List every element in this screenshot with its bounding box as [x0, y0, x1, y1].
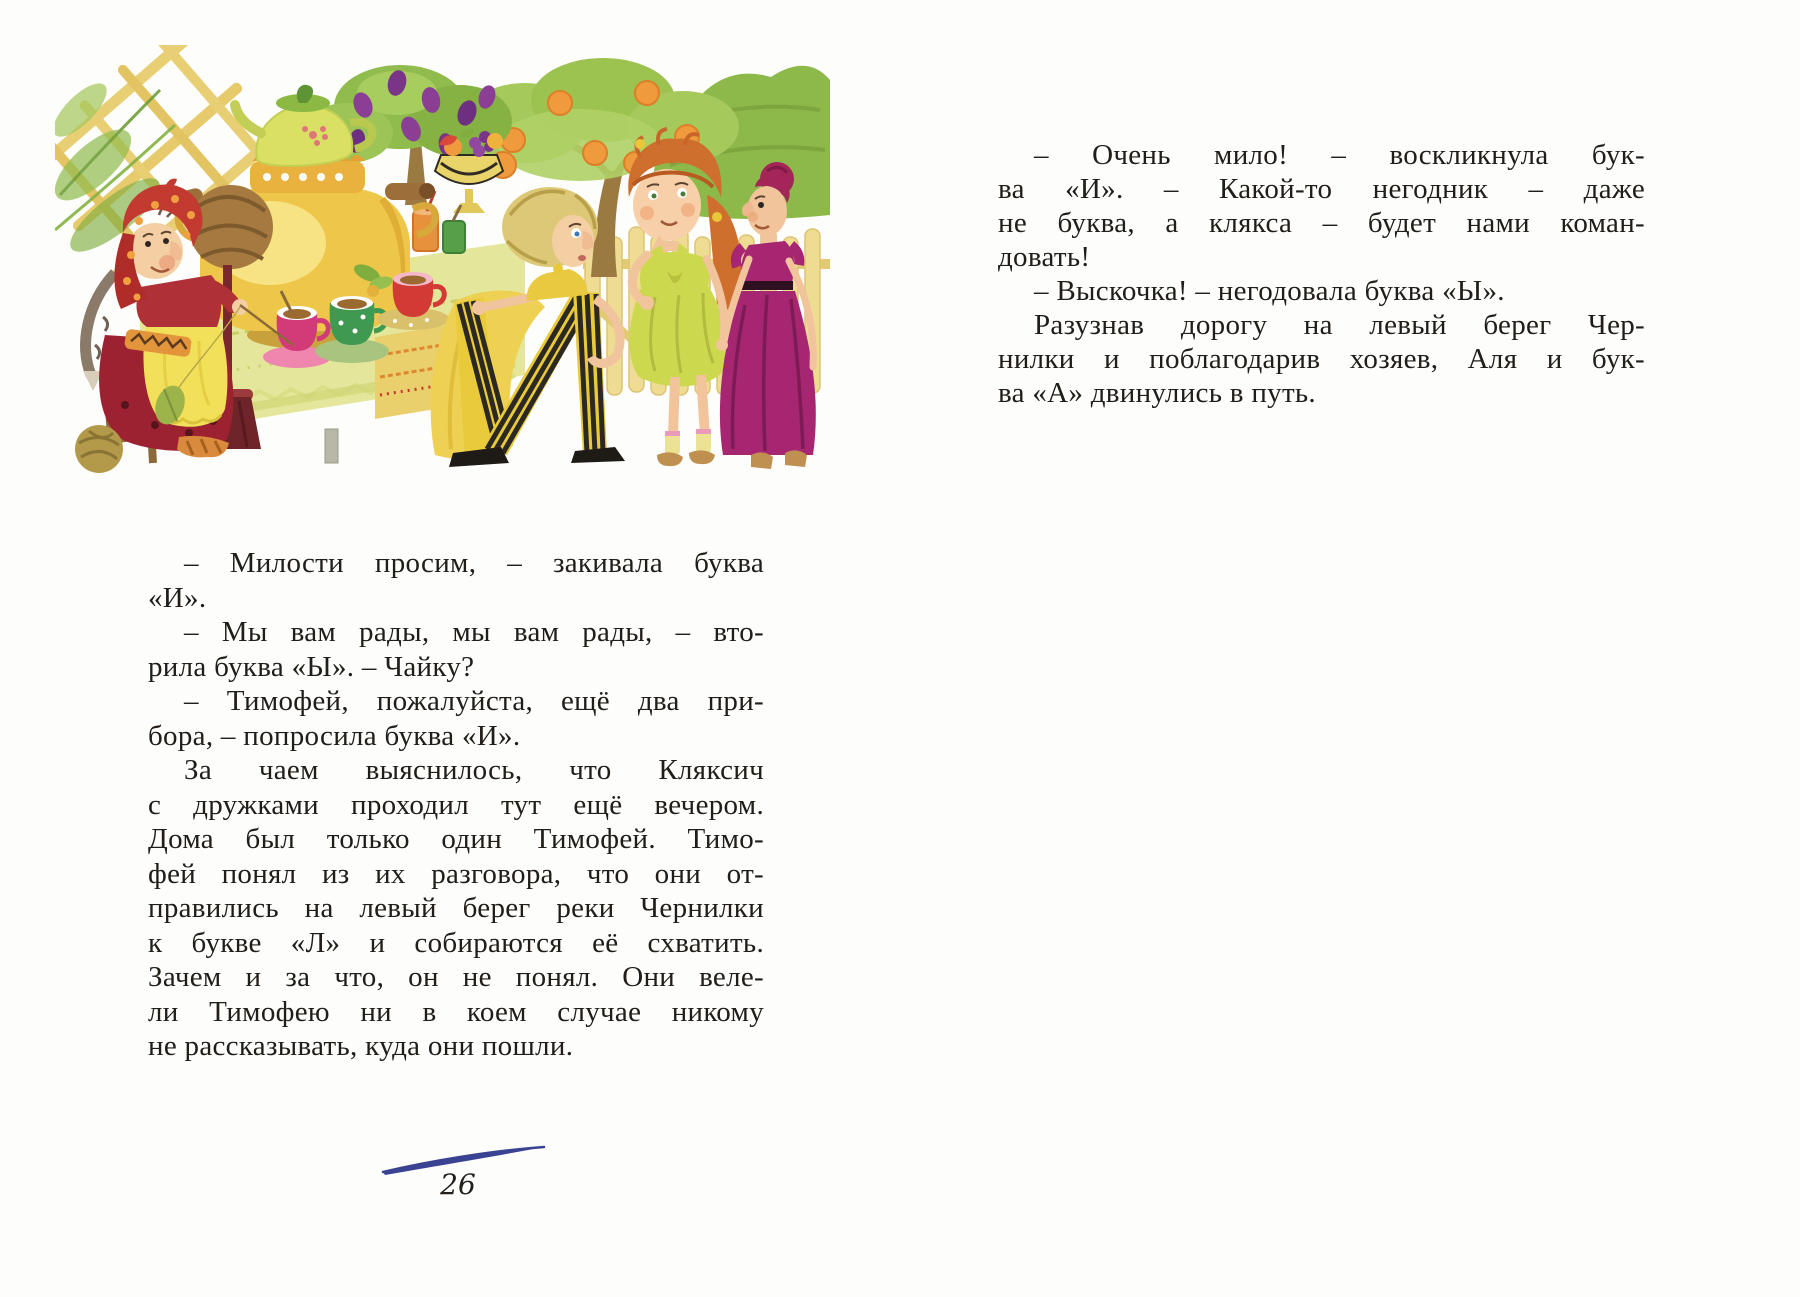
- text-line: ва «А» двинулись в путь.: [998, 377, 1316, 409]
- tea-party-illustration: [55, 45, 830, 485]
- text-line: – Милости просим, – закивала буква: [184, 547, 764, 579]
- right-page-text: [998, 138, 1645, 410]
- text-line: – Очень мило! – воскликнула бук-: [1034, 139, 1645, 171]
- text-line: Дома был только один Тимофей. Тимо-: [148, 823, 764, 855]
- yarn-ball: [75, 425, 123, 473]
- text-line: к букве «Л» и собираются её схватить.: [148, 926, 764, 959]
- text-line: «И».: [148, 581, 207, 614]
- text-line: не буква, а клякса – будет нами коман-: [998, 207, 1645, 239]
- text-line: довать!: [998, 241, 1091, 273]
- text-line: бора, – попросила буква «И».: [148, 719, 521, 752]
- text-line: не рассказывать, куда они пошли.: [148, 1030, 574, 1062]
- text-line: – Выскочка! – негодовала буква «Ы».: [1034, 275, 1505, 307]
- text-line: нилки и поблагодарив хозяев, Аля и бук-: [998, 343, 1645, 375]
- text-line: с дружками проходил тут ещё вечером.: [148, 788, 764, 821]
- text-line: ли Тимофею ни в коем случае никому: [148, 995, 764, 1028]
- right-book-page: [900, 0, 1800, 1297]
- page-number: 26: [440, 1168, 476, 1201]
- text-line: Зачем и за что, он не понял. Они веле-: [148, 961, 764, 993]
- text-line: правились на левый берег реки Чернилки: [148, 892, 764, 924]
- text-line: – Мы вам рады, мы вам рады, – вто-: [184, 616, 764, 648]
- left-page-text: [148, 546, 764, 1064]
- text-line: За чаем выяснилось, что Кляксич: [184, 754, 764, 786]
- text-line: фей понял из их разговора, что они от-: [148, 857, 764, 890]
- text-line: Разузнав дорогу на левый берег Чер-: [1034, 309, 1645, 341]
- text-line: – Тимофей, пожалуйста, ещё два при-: [184, 685, 764, 717]
- text-line: рила буква «Ы». – Чайку?: [148, 650, 475, 683]
- text-line: ва «И». – Какой-то негодник – даже: [998, 173, 1645, 205]
